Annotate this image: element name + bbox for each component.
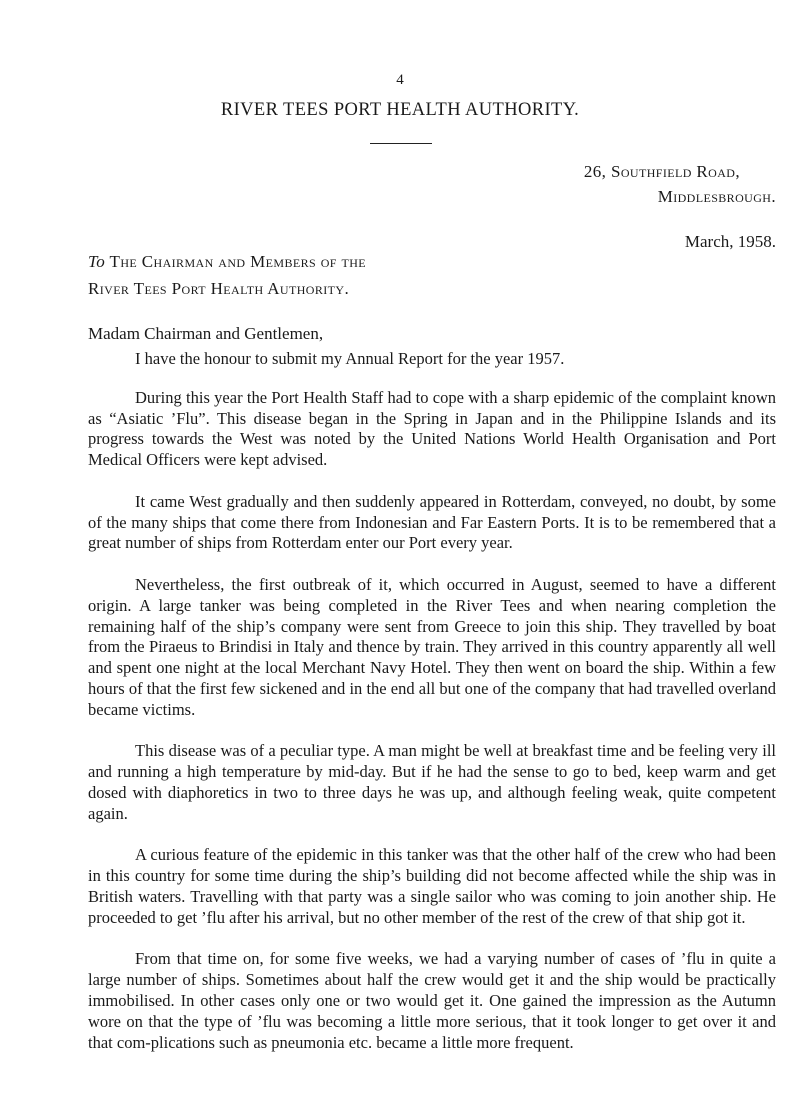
title-divider [370,143,432,144]
addressee-line-1 [88,252,366,272]
sender-address-line-2: Middlesbrough. [657,187,776,206]
addressee-to-word: To [88,252,106,271]
paragraph: A curious feature of the epidemic in this tanker was that the other half of the crew who had been in this country for some time during the ship’s building did not become affected while the ship was in British waters. Travelling with that party was a single sailor who was coming to join another ship. He proceeded to get ’flu after his arrival, but no other member of the rest of the crew of that ship got it. [88,845,776,927]
addressee-line-2: River Tees Port Health Authority. [88,279,350,298]
paragraph: During this year the Port Health Staff had to cope with a sharp epidemic of the complaint known as “Asiatic ’Flu”. This disease began in the Spring in Japan and in the Philippine Islands and its progress towards the West was noted by the United Nations World Health Organisation and Port Medical Officers were kept advised. [88,387,776,470]
paragraph: It came West gradually and then suddenly appeared in Rotterdam, conveyed, no doubt, by some of the many ships that come there from Indonesian and Far Eastern Ports. It is to be remembered that a great number of ships from Rotterdam enter our Port every year. [88,491,776,553]
paragraph: I have the honour to submit my Annual Report for the year 1957. [135,349,565,368]
letter-body [88,349,776,1074]
salutation: Madam Chairman and Gentlemen, [88,324,324,343]
paragraph: From that time on, for some five weeks, we had a varying number of cases of ’flu in quite a large number of ships. Sometimes about half the crew would get it and the ship would be practically immobilised. In other cases only one or two would get it. One gained the impression as the Autumn wore on that the type of ’flu was becoming a little more serious, that it took longer to get over it and that com-plications such as pneumonia etc. became a little more frequent. [88,949,776,1052]
document-title: RIVER TEES PORT HEALTH AUTHORITY. [220,100,580,120]
paragraph: Nevertheless, the first outbreak of it, which occurred in August, seemed to have a different origin. A large tanker was being completed in the River Tees and when nearing completion the remaining half of the ship’s company were sent from Greece to join this ship. They travelled by boat from the Piraeus to Brindisi in Italy and thence by train. They arrived in this country apparently all well and spent one night at the local Merchant Navy Hotel. They then went on board the ship. Within a few hours of that the first few sickened and in the end all but one of the company that had travelled overland became victims. [88,574,776,719]
letter-date: March, 1958. [684,232,776,251]
page-number: 4 [396,72,404,88]
paragraph: This disease was of a peculiar type. A man might be well at breakfast time and be feeling very ill and running a high temperature by mid-day. But if he had the sense to go to bed, keep warm and get dosed with diaphoretics in two to three days he was up, and although feeling weak, quite competent again. [88,741,776,823]
addressee-line-1-text: The Chairman and Members of the [109,252,367,271]
sender-address-line-1: 26, Southfield Road, [583,162,740,181]
